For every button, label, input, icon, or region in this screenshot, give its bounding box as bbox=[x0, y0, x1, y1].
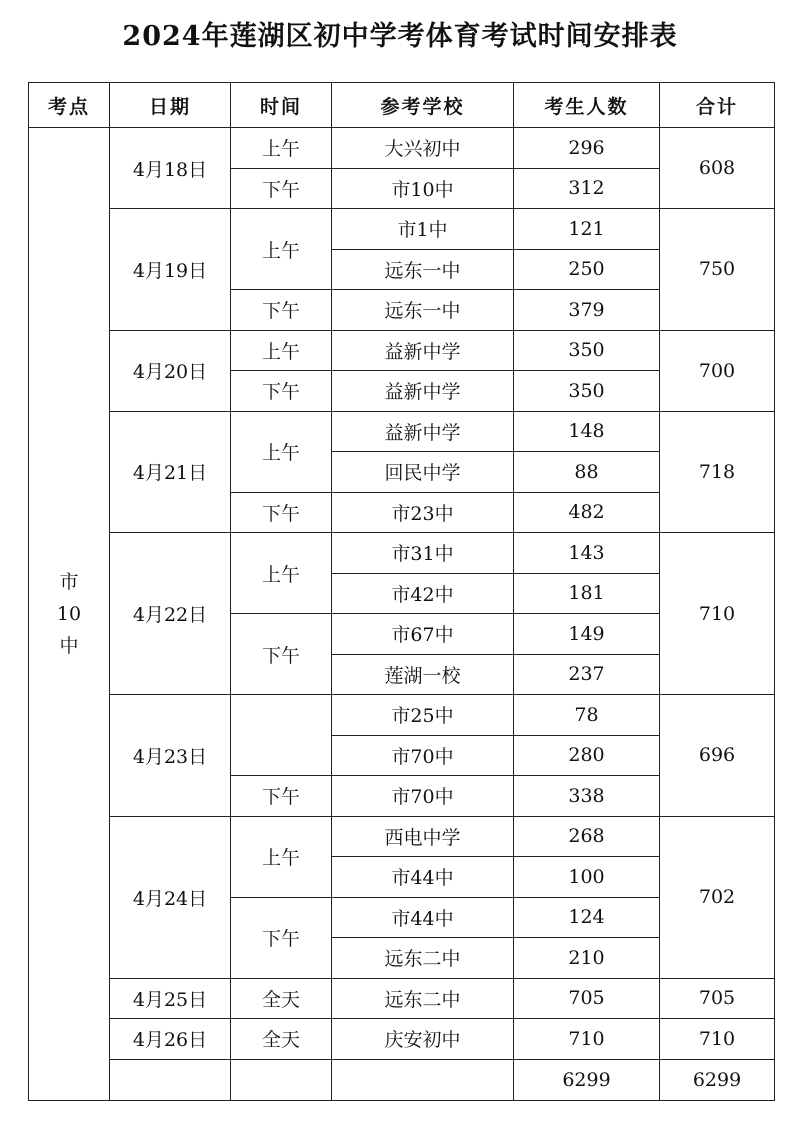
school-cell: 益新中学 bbox=[332, 411, 514, 452]
table-row bbox=[29, 411, 775, 452]
count-cell: 210 bbox=[514, 938, 660, 979]
day-total-cell: 710 bbox=[660, 1019, 775, 1060]
school-cell: 回民中学 bbox=[332, 452, 514, 493]
count-cell: 296 bbox=[514, 128, 660, 169]
date-cell: 4月23日 bbox=[110, 695, 231, 817]
date-cell: 4月25日 bbox=[110, 978, 231, 1019]
count-cell: 149 bbox=[514, 614, 660, 655]
count-cell: 250 bbox=[514, 249, 660, 290]
school-cell: 市44中 bbox=[332, 857, 514, 898]
school-cell: 益新中学 bbox=[332, 330, 514, 371]
table-row bbox=[29, 533, 775, 574]
count-cell: 78 bbox=[514, 695, 660, 736]
count-cell: 181 bbox=[514, 573, 660, 614]
school-cell: 远东一中 bbox=[332, 290, 514, 331]
school-cell: 西电中学 bbox=[332, 816, 514, 857]
date-cell: 4月19日 bbox=[110, 209, 231, 331]
day-total-cell: 750 bbox=[660, 209, 775, 331]
count-cell: 237 bbox=[514, 654, 660, 695]
time-cell: 下午 bbox=[231, 371, 332, 412]
table-row bbox=[29, 1019, 775, 1060]
header-total: 合计 bbox=[660, 83, 775, 128]
schedule-body bbox=[29, 128, 775, 1101]
header-count: 考生人数 bbox=[514, 83, 660, 128]
school-cell: 市10中 bbox=[332, 168, 514, 209]
count-cell: 143 bbox=[514, 533, 660, 574]
table-row bbox=[29, 128, 775, 169]
day-total-cell: 700 bbox=[660, 330, 775, 411]
venue-cell bbox=[29, 128, 110, 1101]
header-school: 参考学校 bbox=[332, 83, 514, 128]
count-cell: 350 bbox=[514, 371, 660, 412]
school-cell: 莲湖一校 bbox=[332, 654, 514, 695]
day-total-cell: 702 bbox=[660, 816, 775, 978]
day-total-cell: 718 bbox=[660, 411, 775, 533]
time-cell: 上午 bbox=[231, 209, 332, 290]
grand-total-sum: 6299 bbox=[660, 1059, 775, 1100]
table-row bbox=[29, 695, 775, 736]
venue-line: 10 bbox=[56, 602, 82, 625]
school-cell: 大兴初中 bbox=[332, 128, 514, 169]
grand-total-row bbox=[29, 1059, 775, 1100]
header-date: 日期 bbox=[110, 83, 231, 128]
count-cell: 312 bbox=[514, 168, 660, 209]
school-cell: 远东二中 bbox=[332, 938, 514, 979]
count-cell: 121 bbox=[514, 209, 660, 250]
page-title: 2024年莲湖区初中学考体育考试时间安排表 bbox=[122, 21, 678, 52]
school-cell: 市67中 bbox=[332, 614, 514, 655]
date-cell: 4月20日 bbox=[110, 330, 231, 411]
header-venue: 考点 bbox=[29, 83, 110, 128]
school-cell: 市31中 bbox=[332, 533, 514, 574]
school-cell: 市25中 bbox=[332, 695, 514, 736]
date-cell: 4月26日 bbox=[110, 1019, 231, 1060]
count-cell: 338 bbox=[514, 776, 660, 817]
school-cell: 庆安初中 bbox=[332, 1019, 514, 1060]
time-cell: 下午 bbox=[231, 492, 332, 533]
time-cell: 全天 bbox=[231, 978, 332, 1019]
count-cell: 124 bbox=[514, 897, 660, 938]
count-cell: 710 bbox=[514, 1019, 660, 1060]
table-row bbox=[29, 209, 775, 250]
venue-line: 市 bbox=[59, 570, 79, 593]
time-cell: 下午 bbox=[231, 168, 332, 209]
day-total-cell: 705 bbox=[660, 978, 775, 1019]
empty-cell bbox=[231, 1059, 332, 1100]
date-cell: 4月18日 bbox=[110, 128, 231, 209]
venue-line: 中 bbox=[59, 634, 79, 657]
school-cell: 市42中 bbox=[332, 573, 514, 614]
table-row bbox=[29, 330, 775, 371]
count-cell: 100 bbox=[514, 857, 660, 898]
date-cell: 4月21日 bbox=[110, 411, 231, 533]
count-cell: 705 bbox=[514, 978, 660, 1019]
count-cell: 379 bbox=[514, 290, 660, 331]
empty-cell bbox=[110, 1059, 231, 1100]
time-cell: 上午 bbox=[231, 128, 332, 169]
grand-total-count: 6299 bbox=[514, 1059, 660, 1100]
table-row bbox=[29, 816, 775, 857]
school-cell: 益新中学 bbox=[332, 371, 514, 412]
day-total-cell: 710 bbox=[660, 533, 775, 695]
time-cell: 下午 bbox=[231, 897, 332, 978]
school-cell: 市70中 bbox=[332, 776, 514, 817]
time-cell: 下午 bbox=[231, 614, 332, 695]
time-cell: 上午 bbox=[231, 533, 332, 614]
school-cell: 远东二中 bbox=[332, 978, 514, 1019]
date-cell: 4月24日 bbox=[110, 816, 231, 978]
schedule-table bbox=[28, 82, 775, 1101]
time-cell: 上午 bbox=[231, 411, 332, 492]
school-cell: 市44中 bbox=[332, 897, 514, 938]
time-cell: 下午 bbox=[231, 290, 332, 331]
count-cell: 482 bbox=[514, 492, 660, 533]
table-row bbox=[29, 978, 775, 1019]
date-cell: 4月22日 bbox=[110, 533, 231, 695]
school-cell: 远东一中 bbox=[332, 249, 514, 290]
count-cell: 280 bbox=[514, 735, 660, 776]
school-cell: 市1中 bbox=[332, 209, 514, 250]
count-cell: 148 bbox=[514, 411, 660, 452]
count-cell: 268 bbox=[514, 816, 660, 857]
day-total-cell: 696 bbox=[660, 695, 775, 817]
time-cell: 上午 bbox=[231, 816, 332, 897]
day-total-cell: 608 bbox=[660, 128, 775, 209]
school-cell: 市23中 bbox=[332, 492, 514, 533]
header-row bbox=[29, 83, 775, 128]
time-cell bbox=[231, 695, 332, 776]
school-cell: 市70中 bbox=[332, 735, 514, 776]
count-cell: 350 bbox=[514, 330, 660, 371]
time-cell: 全天 bbox=[231, 1019, 332, 1060]
empty-cell bbox=[332, 1059, 514, 1100]
header-time: 时间 bbox=[231, 83, 332, 128]
time-cell: 下午 bbox=[231, 776, 332, 817]
time-cell: 上午 bbox=[231, 330, 332, 371]
count-cell: 88 bbox=[514, 452, 660, 493]
